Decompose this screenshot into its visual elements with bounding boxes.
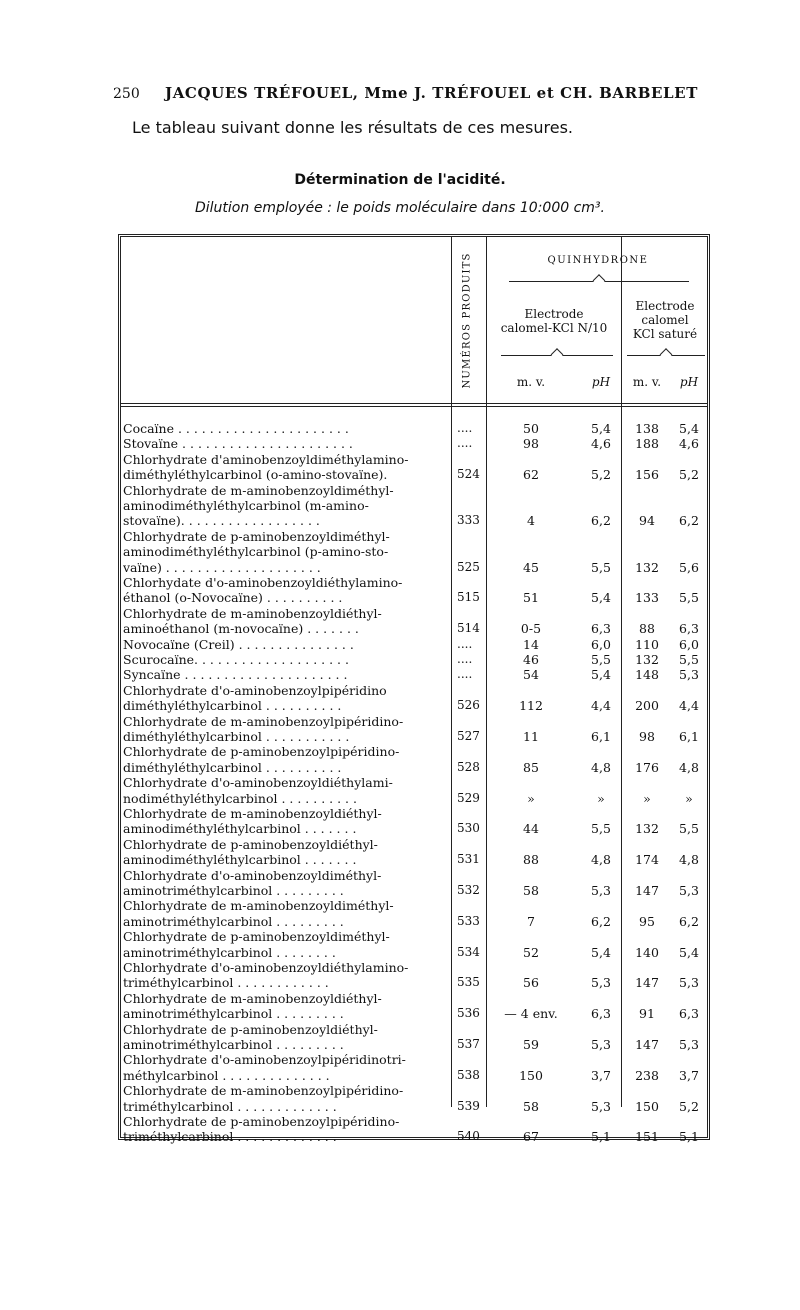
product-name-line: aminodiméthyléthylcarbinol . . . . . . . [123,821,357,837]
product-name-line: Chlorhydate d'o-aminobenzoyldiéthylamino- [123,575,403,590]
mv-electrode1: 45 [523,559,539,575]
product-name [123,868,441,899]
product-number: 514 [457,621,480,636]
product-name-line: Chlorhydrate de p-aminobenzoyldiméthyl- [123,528,390,544]
product-name [123,837,441,868]
ph-electrode2: 3,7 [679,1067,699,1083]
product-name-line: aminodiméthyléthylcarbinol (m-amino- [123,498,369,513]
mv-electrode1: 58 [523,1098,539,1114]
table-row [121,436,707,451]
ph-electrode2: 5,5 [679,652,699,667]
product-name-line: Chlorhydrate de p-aminobenzoyldiéthyl- [123,836,378,852]
brace-quinhydrone [509,281,689,292]
product-name [123,683,441,714]
ph-electrode2: 4,6 [679,436,699,452]
mv-electrode1: 44 [523,821,539,837]
ph-electrode2: 5,6 [679,559,699,575]
product-name [123,775,441,806]
table-row [121,1022,707,1053]
product-number: 515 [457,590,480,605]
product-name-line: aminotriméthylcarbinol . . . . . . . . . [123,1037,344,1052]
product-name-line: triméthylcarbinol . . . . . . . . . . . . . [123,1098,337,1114]
product-name-line: Chlorhydrate de m-aminobenzoyldiéthyl- [123,605,382,621]
product-name [123,606,441,637]
ph-electrode1: 4,8 [591,852,611,868]
mv-electrode1: 4 [527,513,535,529]
product-name-line: Chlorhydrate d'o-aminobenzoyldiéthylami- [123,775,393,791]
mv-electrode2: 132 [635,652,659,667]
mv-electrode1: 0-5 [520,621,542,637]
product-name [123,421,441,436]
mv-electrode1: 14 [523,636,539,652]
table-row [121,652,707,667]
mv-electrode2: 174 [635,852,659,868]
ph-electrode2: 5,4 [679,944,699,960]
mv-electrode2: 88 [639,621,655,637]
mv-electrode1: 67 [523,1129,539,1145]
ph-electrode2: 5,5 [679,821,699,837]
mv-electrode1: 59 [523,1036,539,1052]
product-name-line: aminotriméthylcarbinol . . . . . . . . . [123,883,344,898]
ph-electrode2: 6,2 [679,513,699,529]
mv-electrode2: 140 [635,944,659,960]
electrode1-header: Electrode calomel-KCl N/10 [500,307,608,335]
subheader-ph1: pH [591,375,611,389]
product-number: 534 [457,944,480,959]
product-number: 333 [457,513,480,528]
mv-electrode1: 54 [523,667,539,683]
product-name [123,483,441,529]
table-row [121,1052,707,1083]
table-row [121,606,707,637]
table-row [121,683,707,714]
product-name [123,806,441,837]
ph-electrode2: 6,3 [679,1006,699,1022]
product-name-line: Chlorhydrate de p-aminobenzoylpipéridino- [123,1114,400,1129]
mv-electrode2: 147 [635,975,659,991]
product-name-line: éthanol (o-Novocaïne) . . . . . . . . . . [123,590,343,606]
table-row [121,667,707,682]
product-number: 536 [457,1006,480,1021]
product-number: 524 [457,467,480,482]
mv-electrode1: 58 [523,882,539,898]
product-number: .... [457,636,473,651]
product-name-line: diméthyléthylcarbinol . . . . . . . . . . [123,698,342,714]
table-row [121,529,707,575]
product-name [123,1052,441,1083]
mv-electrode1: 98 [523,436,539,452]
table-row [121,575,707,606]
ph-electrode2: 4,4 [679,698,699,714]
mv-electrode1: 56 [523,975,539,991]
product-name [123,1114,441,1145]
product-name [123,1083,441,1114]
header-separator [121,403,707,407]
product-name-line: Chlorhydrate d'aminobenzoyldiméthylamino- [123,451,409,467]
mv-electrode2: 91 [639,1006,655,1022]
ph-electrode1: 4,4 [591,698,611,714]
mv-electrode2: 110 [635,636,659,652]
mv-electrode1: » [527,790,535,806]
dilution-note: Dilution employée : le poids moléculaire dans 10:000 cm³. [195,200,605,216]
product-name-line: Novocaïne (Creil) . . . . . . . . . . . . . . . [123,636,354,652]
mv-electrode2: 148 [635,667,659,683]
mv-electrode1: 62 [523,467,539,483]
product-number: 531 [457,852,480,867]
mv-electrode2: 132 [635,821,659,837]
product-number: 540 [457,1129,480,1144]
mv-electrode1: 46 [523,652,539,667]
product-name [123,652,441,667]
product-name-line: Chlorhydrate de m-aminobenzoylpipéridino- [123,1083,404,1099]
running-title: JACQUES TRÉFOUEL, Mme J. TRÉFOUEL et CH. BARBELET [165,84,698,102]
product-name-line: Chlorhydrate de m-aminobenzoyldiéthyl- [123,990,382,1006]
product-name-line: Chlorhydrate d'o-aminobenzoyldiméthyl- [123,867,382,883]
table-row [121,960,707,991]
product-name-line: aminodiméthyléthylcarbinol . . . . . . . [123,852,357,868]
product-name-line: triméthylcarbinol . . . . . . . . . . . . . [123,1129,337,1145]
ph-electrode2: 6,1 [679,728,699,744]
brace-electrode1 [501,355,613,366]
ph-electrode2: 5,3 [679,1036,699,1052]
table-row [121,1083,707,1114]
product-name-line: Chlorhydrate de m-aminobenzoyldiméthyl- [123,898,394,914]
ph-electrode2: 6,2 [679,913,699,929]
product-name-line: Chlorhydrate de m-aminobenzoyldiméthyl- [123,482,394,498]
intro-text: Le tableau suivant donne les résultats de ces mesures. [132,118,573,137]
ph-electrode1: 6,2 [591,913,611,929]
product-number: 528 [457,759,480,774]
mv-electrode2: 188 [635,436,659,452]
electrode2-header: Electrode calomel KCl saturé [632,299,698,341]
product-number: 538 [457,1067,480,1082]
mv-electrode2: 238 [635,1067,659,1083]
ph-electrode1: 6,0 [591,636,611,652]
product-number: 539 [457,1098,480,1113]
ph-electrode1: 4,8 [591,759,611,775]
product-name [123,714,441,745]
ph-electrode1: 5,3 [591,1098,611,1114]
product-number: 533 [457,913,480,928]
product-name-line: stovaïne). . . . . . . . . . . . . . . . . . [123,513,320,529]
table-row [121,929,707,960]
mv-electrode2: » [643,790,651,806]
product-name-line: méthylcarbinol . . . . . . . . . . . . . . [123,1067,330,1083]
group-header-quinhydrone: QUINHYDRONE [547,255,649,266]
ph-electrode1: 5,5 [591,559,611,575]
ph-electrode1: 5,3 [591,975,611,991]
mv-electrode2: 156 [635,467,659,483]
ph-electrode1: 6,1 [591,728,611,744]
product-name-line: Stovaïne . . . . . . . . . . . . . . . . . . . . . . [123,436,353,452]
product-number: 537 [457,1036,480,1051]
table-row [121,775,707,806]
product-number: 530 [457,821,480,836]
product-name-line: diméthyléthylcarbinol (o-amino-stovaïne). [123,467,388,483]
table-row [121,991,707,1022]
table-row [121,837,707,868]
product-number: .... [457,667,473,682]
ph-electrode1: 5,5 [591,821,611,837]
product-number: .... [457,652,473,666]
product-name-line: Scurocaïne. . . . . . . . . . . . . . . . . . . . [123,652,349,667]
mv-electrode1: 11 [523,728,539,744]
product-name-line: diméthyléthylcarbinol . . . . . . . . . . . [123,729,350,744]
product-name [123,529,441,575]
subheader-mv1: m. v. [516,375,546,389]
table-row [121,637,707,652]
brace-electrode2 [627,355,705,366]
product-number: 535 [457,975,480,990]
table-row [121,483,707,529]
mv-electrode2: 200 [635,698,659,714]
product-name-line: Chlorhydrate de m-aminobenzoylpipéridino- [123,713,404,729]
mv-electrode1: 50 [523,421,539,436]
ph-electrode2: 6,3 [679,621,699,637]
product-name-line: nodiméthyléthylcarbinol . . . . . . . . . . [123,790,357,806]
product-name [123,744,441,775]
product-name-line: aminotriméthylcarbinol . . . . . . . . [123,944,336,960]
ph-electrode2: 5,1 [679,1129,699,1145]
page-header [113,84,698,110]
mv-electrode1: 112 [519,698,543,714]
mv-electrode2: 132 [635,559,659,575]
ph-electrode1: 5,4 [591,667,611,683]
ph-electrode1: 5,4 [591,421,611,436]
ph-electrode1: 5,3 [591,882,611,898]
mv-electrode1: 88 [523,852,539,868]
mv-electrode2: 147 [635,882,659,898]
col-header-numbers: NUMÉROS PRODUITS [461,251,473,389]
table-row [121,806,707,837]
table-row [121,744,707,775]
product-name [123,991,441,1022]
subheader-mv2: m. v. [632,375,662,389]
mv-electrode1: 150 [519,1067,543,1083]
mv-electrode2: 94 [639,513,655,529]
page-number: 250 [113,86,140,102]
product-name-line: Chlorhydrate d'o-aminobenzoylpipéridinotri- [123,1052,406,1068]
ph-electrode1: 6,3 [591,621,611,637]
product-name [123,960,441,991]
mv-electrode1: 85 [523,759,539,775]
mv-electrode2: 176 [635,759,659,775]
product-name-line: Chlorhydrate de p-aminobenzoyldiméthyl- [123,929,390,945]
ph-electrode2: 5,3 [679,882,699,898]
table-row [121,714,707,745]
table-row [121,898,707,929]
ph-electrode2: 5,3 [679,667,699,683]
mv-electrode2: 150 [635,1098,659,1114]
product-number: 527 [457,728,480,743]
ph-electrode1: 6,2 [591,513,611,529]
product-name-line: triméthylcarbinol . . . . . . . . . . . . [123,975,329,991]
table-row [121,421,707,436]
product-number: 532 [457,882,480,897]
mv-electrode2: 95 [639,913,655,929]
ph-electrode2: » [685,790,693,806]
product-name-line: Chlorhydrate de p-aminobenzoylpipéridino- [123,744,400,760]
ph-electrode2: 5,3 [679,975,699,991]
ph-electrode2: 4,8 [679,759,699,775]
mv-electrode2: 133 [635,590,659,606]
product-number: .... [457,436,473,451]
product-name [123,929,441,960]
product-name-line: Chlorhydrate d'o-aminobenzoyldiéthylamino- [123,960,409,975]
ph-electrode2: 5,5 [679,590,699,606]
product-name-line: aminotriméthylcarbinol . . . . . . . . . [123,1006,344,1022]
product-number: .... [457,421,473,435]
ph-electrode1: 5,4 [591,590,611,606]
ph-electrode2: 6,0 [679,636,699,652]
product-name-line: Cocaïne . . . . . . . . . . . . . . . . . . . . . . [123,421,349,436]
product-name-line: aminodiméthyléthylcarbinol (p-amino-sto- [123,544,389,560]
product-number: 526 [457,698,480,713]
product-name [123,637,441,652]
ph-electrode2: 4,8 [679,852,699,868]
ph-electrode1: » [597,790,605,806]
ph-electrode1: 5,5 [591,652,611,667]
ph-electrode2: 5,2 [679,1098,699,1114]
ph-electrode2: 5,2 [679,467,699,483]
mv-electrode2: 151 [635,1129,659,1145]
product-name-line: Chlorhydrate d'o-aminobenzoylpipéridino [123,682,387,698]
table-row [121,868,707,899]
ph-electrode1: 5,3 [591,1036,611,1052]
ph-electrode2: 5,4 [679,421,699,436]
product-name-line: aminotriméthylcarbinol . . . . . . . . . [123,913,344,929]
product-name-line: diméthyléthylcarbinol . . . . . . . . . . [123,759,342,775]
ph-electrode1: 6,3 [591,1006,611,1022]
product-name [123,898,441,929]
product-name-line: Chlorhydrate de p-aminobenzoyldiéthyl- [123,1021,378,1037]
mv-electrode2: 147 [635,1036,659,1052]
mv-electrode1: — 4 env. [504,1006,558,1022]
product-name-line: Chlorhydrate de m-aminobenzoyldiéthyl- [123,806,382,821]
mv-electrode2: 138 [635,421,659,436]
product-number: 525 [457,559,480,574]
mv-electrode1: 51 [523,590,539,606]
table-row [121,1114,707,1145]
product-number: 529 [457,790,480,805]
product-name [123,452,441,483]
product-name [123,436,441,451]
mv-electrode1: 52 [523,944,539,960]
results-table [118,234,710,1145]
table-title: Détermination de l'acidité. [294,172,506,188]
product-name [123,575,441,606]
product-name [123,667,441,682]
product-name [123,1022,441,1053]
ph-electrode1: 5,4 [591,944,611,960]
ph-electrode1: 5,2 [591,467,611,483]
product-name-line: aminoéthanol (m-novocaïne) . . . . . . . [123,621,359,637]
mv-electrode1: 7 [527,913,535,929]
ph-electrode1: 5,1 [591,1129,611,1145]
mv-electrode2: 98 [639,728,655,744]
ph-electrode1: 4,6 [591,436,611,452]
ph-electrode1: 3,7 [591,1067,611,1083]
product-name-line: vaïne) . . . . . . . . . . . . . . . . . . . . [123,559,321,575]
subheader-ph2: pH [679,375,699,389]
product-name-line: Syncaïne . . . . . . . . . . . . . . . . . . . . . [123,667,348,683]
table-row [121,452,707,483]
